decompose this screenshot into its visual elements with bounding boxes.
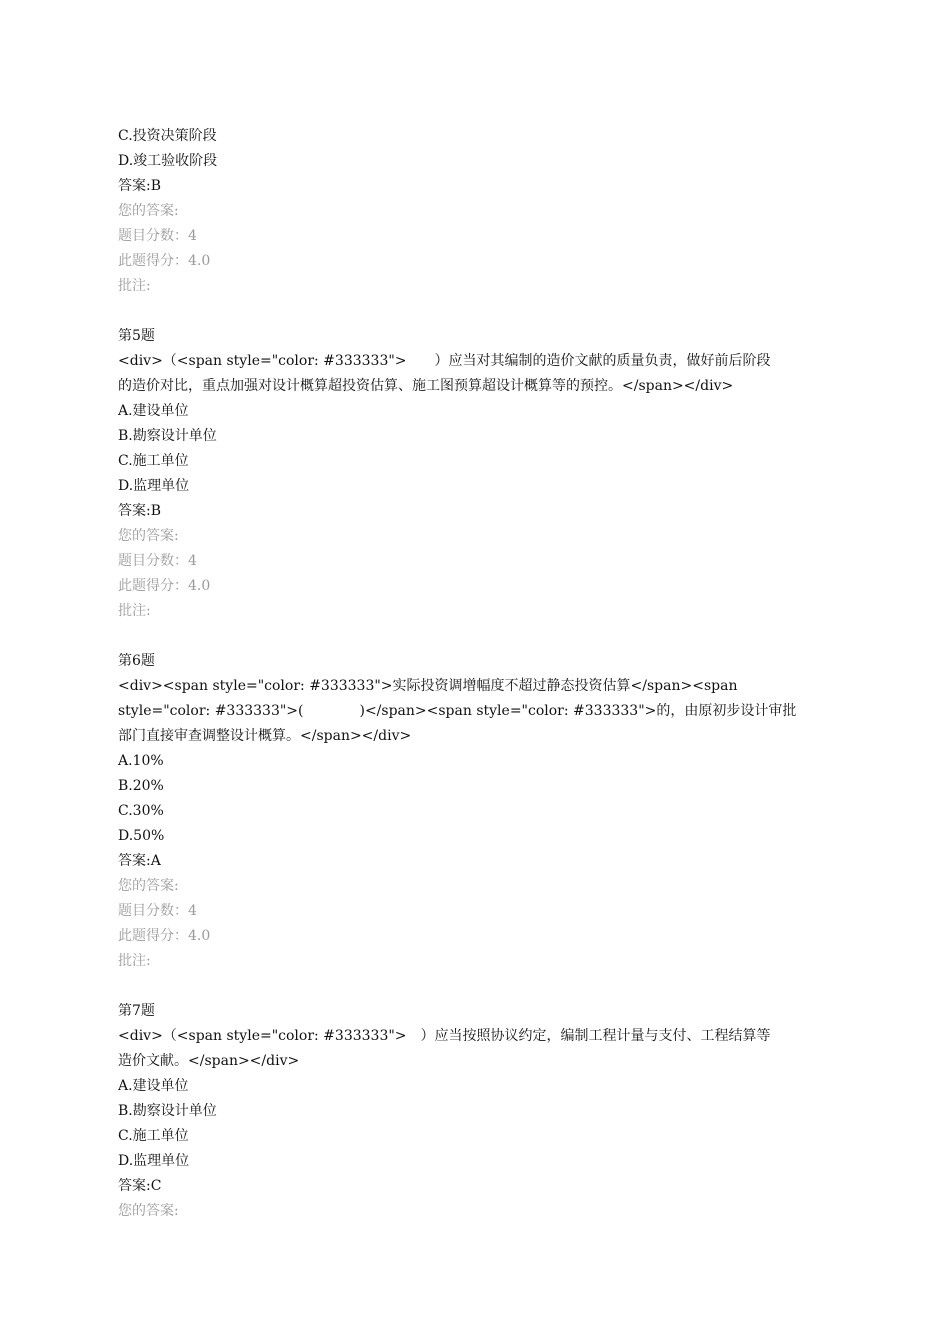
your-answer: 您的答案: (118, 1203, 179, 1219)
option-c: C.施工单位 (118, 453, 189, 469)
option-d: D.监理单位 (118, 1153, 190, 1169)
earned-score: 此题得分：4.0 (118, 578, 211, 594)
your-answer: 您的答案: (118, 528, 179, 544)
option-d: D.竣工验收阶段 (118, 153, 218, 169)
question-stem-line-3: 部门直接审查调整设计概算。</span></div> (118, 728, 412, 744)
option-b: B.20% (118, 778, 164, 794)
question-stem-line-2: 造价文献。</span></div> (118, 1053, 300, 1069)
option-c: C.投资决策阶段 (118, 128, 217, 144)
question-stem-line-2: style="color: #333333">( )</span><span style="color: #333333">的，由原初步设计审批 (118, 703, 797, 719)
question-title: 第5题 (118, 328, 155, 344)
question-title: 第7题 (118, 1003, 155, 1019)
earned-score: 此题得分：4.0 (118, 253, 211, 269)
correct-answer: 答案:A (118, 853, 161, 869)
question-7 (118, 999, 838, 1224)
option-d: D.监理单位 (118, 478, 190, 494)
question-4-tail (118, 124, 838, 299)
earned-score: 此题得分：4.0 (118, 928, 211, 944)
question-stem-line-1: <div>（<span style="color: #333333"> ）应当按照协议约定，编制工程计量与支付、工程结算等 (118, 1028, 771, 1044)
option-d: D.50% (118, 828, 165, 844)
option-b: B.勘察设计单位 (118, 1103, 217, 1119)
question-score: 题目分数：4 (118, 903, 197, 919)
option-a: A.建设单位 (118, 403, 189, 419)
correct-answer: 答案:C (118, 1178, 162, 1194)
your-answer: 您的答案: (118, 203, 179, 219)
correct-answer: 答案:B (118, 503, 162, 519)
option-a: A.建设单位 (118, 1078, 189, 1094)
spacer (118, 624, 838, 649)
question-list (118, 124, 838, 1224)
your-answer: 您的答案: (118, 878, 179, 894)
annotation: 批注: (118, 278, 151, 294)
question-title: 第6题 (118, 653, 155, 669)
spacer (118, 974, 838, 999)
question-6 (118, 649, 838, 974)
question-stem-line-2: 的造价对比，重点加强对设计概算超投资估算、施工图预算超设计概算等的预控。</span></div> (118, 378, 734, 394)
question-stem-line-1: <div>（<span style="color: #333333"> ）应当对其编制的造价文献的质量负责，做好前后阶段 (118, 353, 771, 369)
correct-answer: 答案:B (118, 178, 162, 194)
annotation: 批注: (118, 953, 151, 969)
option-a: A.10% (118, 753, 164, 769)
option-c: C.30% (118, 803, 164, 819)
spacer (118, 299, 838, 324)
question-score: 题目分数：4 (118, 553, 197, 569)
question-5 (118, 324, 838, 624)
annotation: 批注: (118, 603, 151, 619)
option-c: C.施工单位 (118, 1128, 189, 1144)
option-b: B.勘察设计单位 (118, 428, 217, 444)
question-score: 题目分数：4 (118, 228, 197, 244)
question-stem-line-1: <div><span style="color: #333333">实际投资调增幅度不超过静态投资估算</span><span (118, 678, 738, 694)
